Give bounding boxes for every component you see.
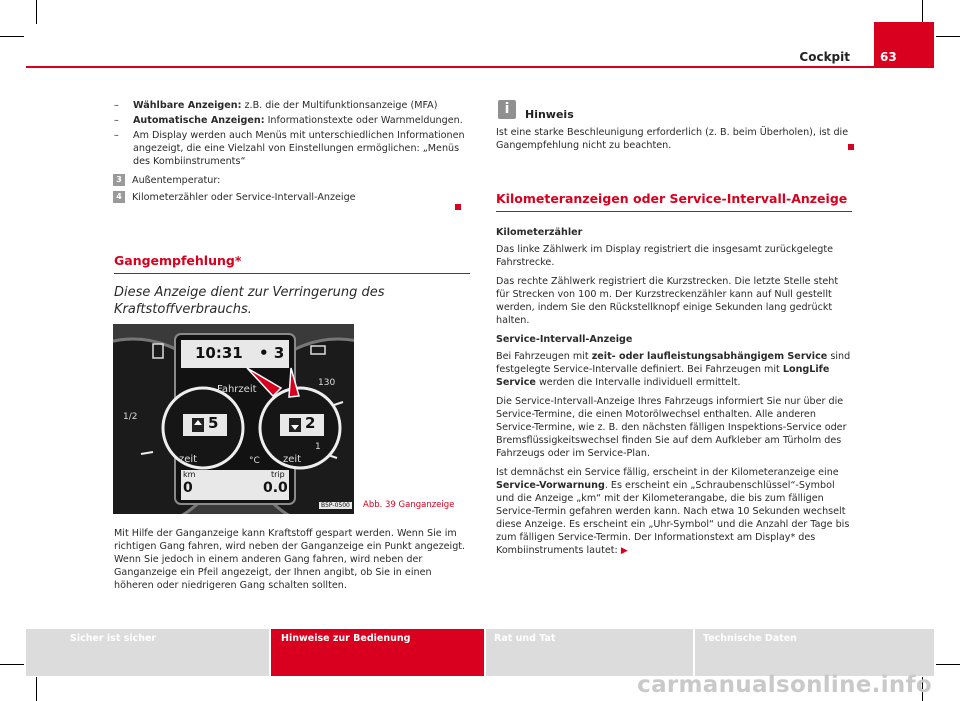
section-gangempfehlung <box>114 254 470 318</box>
header-rule <box>26 66 934 68</box>
bullet-label: Wählbare Anzeigen: <box>133 100 242 111</box>
crop-mark <box>0 664 24 665</box>
section-heading: Gangempfehlung* <box>114 254 470 274</box>
footer-tab-sicher[interactable] <box>26 629 269 676</box>
note-text: Ist eine starke Beschleunigung erforderlich (z. B. beim Überholen), ist die Gangempfehlung nicht zu beachten. <box>496 127 849 151</box>
bullet-label: Automatische Anzeigen: <box>133 115 265 126</box>
left-gauge-mark: 1/2 <box>123 412 138 422</box>
paragraph-gangempfehlung: Mit Hilfe der Ganganzeige kann Kraftstoff gespart werden. Wenn Sie im richtigen Gang fahren, wird neben der Ganganzeige ein Punkt angezeigt. Wenn Sie jedoch in einem anderen Gang fahren, wird neben der Ganganzeige ein Pfeil angezeigt, der Ihnen angibt, ob Sie in einen höheren oder niedrigeren Gang schalten sollten. <box>114 528 466 591</box>
section-kilometer <box>496 192 852 564</box>
page-number: 63 <box>880 50 897 64</box>
gear-dot-readout: • 3 <box>259 344 285 362</box>
footer-tab-technische[interactable] <box>695 629 934 676</box>
end-mark <box>848 144 854 150</box>
text-run: . Es erscheint ein „Schraubenschlüssel“-Symbol und die Anzeige „km“ mit der Kilometerangabe, die bis zum fälligen Service-Termin gefahren werden kann. Nach etwa 10 Sekunden wechselt diese Anzeige. Es erscheint ein „Uhr-Symbol“ und die Anzahl der Tage bis zum fälligen Service-Termin. Der Informationstext am Display* des Kombiinstruments lautet: <box>496 480 850 556</box>
label-zeit-right: zeit <box>283 454 302 465</box>
lead-text: Diese Anzeige dient zur Verringerung des Kraftstoffverbrauchs. <box>114 285 385 317</box>
label-zeit-left: zeit <box>179 454 198 465</box>
footer-tab-label: Technische Daten <box>703 633 797 644</box>
text-run-bold: Service-Vorwarnung <box>496 480 605 491</box>
footer-tab-label: Rat und Tat <box>494 633 556 644</box>
list-item: – Wählbare Anzeigen: z.B. die der Multifunktionsanzeige (MFA) <box>114 100 438 111</box>
numbered-text: Kilometerzähler oder Service-Intervall-Anzeige <box>132 192 356 203</box>
number-badge: 3 <box>113 174 125 186</box>
footer-tab-label: Sicher ist sicher <box>70 633 157 644</box>
numbered-item <box>114 174 470 187</box>
left-column <box>114 99 470 208</box>
figure-gear-indicator <box>113 324 354 514</box>
end-mark <box>455 204 461 210</box>
paragraph: Die Service-Intervall-Anzeige Ihres Fahrzeugs informiert Sie nur über die Service-Termine, die einen Motorölwechsel enthalten. Alle anderen Service-Termine, wie z. B. den nächsten fälligen Inspektions-Service oder Bremsflüssigkeitswechsel finden Sie auf dem Aufkleber am Türholm des Fahrzeugs oder im Service-Plan. <box>496 396 847 459</box>
right-gauge-mark: 130 <box>318 378 336 388</box>
crop-mark <box>936 664 960 665</box>
text-run: Bei Fahrzeugen mit <box>496 351 592 362</box>
crop-mark <box>936 36 960 37</box>
footer-tab-label: Hinweise zur Bedienung <box>281 633 411 644</box>
text-run-bold: zeit- oder laufleistungsabhängigem Service <box>591 351 828 362</box>
gear-down-number: 2 <box>305 414 316 432</box>
crop-mark <box>36 677 37 701</box>
page-title: Cockpit <box>799 50 850 64</box>
note-title: Hinweis <box>525 108 574 121</box>
list-item: – Automatische Anzeigen: Informationstexte oder Warnmeldungen. <box>114 115 463 126</box>
subheading: Kilometerzähler <box>496 227 583 238</box>
trip-value: 0.0 <box>263 480 288 496</box>
clock-readout: 10:31 <box>195 344 243 362</box>
text-run-bold: LongLife Service <box>496 364 830 388</box>
bullet-text: z.B. die der Multifunktionsanzeige (MFA) <box>241 100 438 111</box>
paragraph <box>496 350 852 389</box>
crop-mark <box>36 0 37 24</box>
paragraph <box>496 466 852 558</box>
bullet-text: Informationstexte oder Warnmeldungen. <box>264 115 463 126</box>
number-badge: 4 <box>113 191 125 203</box>
label-fahrzeit: Fahrzeit <box>217 384 257 395</box>
km-value: 0 <box>183 480 193 496</box>
figure-code: B5P-0500 <box>321 502 350 509</box>
numbered-text: Außentemperatur: <box>132 175 221 186</box>
footer-tab-hinweise[interactable] <box>271 629 484 676</box>
paragraph: Das linke Zählwerk im Display registriert die insgesamt zurückgelegte Fahrstrecke. <box>496 244 834 268</box>
text-run: werden die Intervalle individuell ermittelt. <box>535 377 741 388</box>
temp-unit: °C <box>249 456 260 466</box>
subheading: Service-Intervall-Anzeige <box>496 334 633 345</box>
paragraph: Das rechte Zählwerk registriert die Kurzstrecken. Die letzte Stelle steht für Strecken von 100 m. Der Kurzstreckenzähler kann auf Null gestellt werden, indem Sie den Rückstellknopf einige Sekunden lang gedrückt halten. <box>496 276 839 326</box>
section-heading: Kilometeranzeigen oder Service-Intervall-Anzeige <box>496 192 852 212</box>
bullet-text: Am Display werden auch Menüs mit unterschiedlichen Informationen angezeigt, die eine Vielzahl von Einstellungen ermöglichen: „Menüs des Kombiinstruments“ <box>133 130 465 167</box>
crop-mark <box>922 0 923 24</box>
list-item: – Am Display werden auch Menüs mit unterschiedlichen Informationen angezeigt, die eine Vielzahl von Einstellungen ermöglichen: „Menüs des Kombiinstruments“ <box>114 130 465 167</box>
trip-label: trip <box>271 470 285 479</box>
text-run: Ist demnächst ein Service fällig, erscheint in der Kilometeranzeige eine <box>496 467 839 478</box>
watermark: carmanualsonline.info <box>637 672 932 698</box>
gear-up-number: 5 <box>208 414 219 432</box>
footer-tab-rat[interactable] <box>486 629 693 676</box>
numbered-item <box>114 191 470 204</box>
small-one: 1 <box>315 442 321 452</box>
info-icon: i <box>498 100 516 119</box>
crop-mark <box>0 36 24 37</box>
km-label: km <box>183 470 196 479</box>
figure-caption: Abb. 39 Ganganzeige <box>363 500 455 510</box>
text-run: sind festgelegte Service-Intervalle definiert. Bei Fahrzeugen mit <box>496 351 851 375</box>
gear-number: 3 <box>273 344 285 362</box>
continue-arrow-icon: ▶ <box>620 546 628 556</box>
